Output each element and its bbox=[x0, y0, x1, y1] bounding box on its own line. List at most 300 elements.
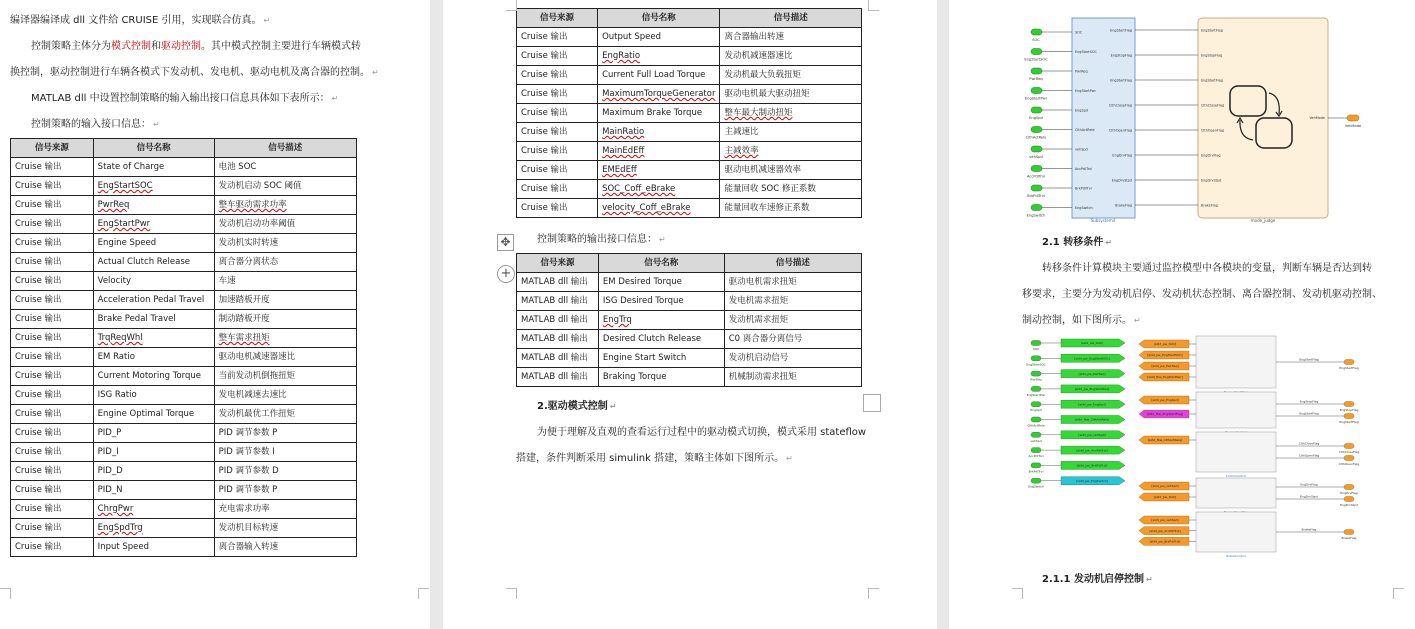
signal-desc-cell[interactable]: 充电需求功率 bbox=[214, 500, 356, 519]
input-port bbox=[1031, 146, 1042, 152]
signal-label: EngStartFlag bbox=[1299, 411, 1319, 416]
output-port-label: VehMode bbox=[1344, 124, 1362, 128]
signal-name-cell[interactable]: Velocity bbox=[93, 272, 214, 291]
signal-name-cell[interactable]: EMEdEff bbox=[598, 161, 720, 180]
subsystem-output-label: EngDrvStpd bbox=[1111, 178, 1132, 183]
signal-desc-cell[interactable]: 发动机减速器速比 bbox=[720, 47, 862, 66]
table-row bbox=[11, 519, 357, 538]
subsystem-label: ClutchControl bbox=[1225, 474, 1247, 478]
input-port bbox=[1031, 49, 1042, 55]
signal-name-cell[interactable]: SOC_Coff_eBrake bbox=[598, 180, 720, 199]
signal-name-cell[interactable]: Engine Optimal Torque bbox=[93, 405, 214, 424]
signal-desc-cell[interactable]: 当前发动机倒拖扭矩 bbox=[214, 367, 356, 386]
signal-desc-cell[interactable]: 整车最大制动扭矩 bbox=[720, 104, 862, 123]
signal-name-cell[interactable]: Engine Speed bbox=[93, 234, 214, 253]
goto-tag-label: [sldd_pw_AccPdlTrvl] bbox=[1076, 448, 1108, 453]
input-port bbox=[1031, 29, 1042, 35]
table-row bbox=[517, 28, 862, 47]
table-row bbox=[11, 234, 357, 253]
signal-name-cell[interactable]: PID_P bbox=[93, 424, 214, 443]
input-port-label: SOC bbox=[1032, 38, 1040, 42]
table-row bbox=[517, 368, 862, 387]
signal-desc-cell[interactable]: 离合器输入转速 bbox=[214, 538, 356, 557]
output-port bbox=[1344, 485, 1354, 490]
signal-source-cell[interactable]: Cruise 输出 bbox=[517, 66, 598, 85]
chart-label: mode_judge bbox=[1250, 218, 1276, 223]
signal-name-cell[interactable]: MainRatio bbox=[598, 123, 720, 142]
paragraph-line: MATLAB dll 中设置控制策略的输入输出接口信息具体如下表所示： ↵ bbox=[31, 93, 339, 104]
output-port-label: EngDrvStpd bbox=[1340, 503, 1358, 507]
signal-name-cell[interactable]: Current Full Load Torque bbox=[598, 66, 720, 85]
paragraph-line: 搭建，条件判断采用 simulink 搭建，策略主体如下图所示。 ↵ bbox=[516, 453, 793, 464]
signal-source-cell[interactable]: Cruise 输出 bbox=[11, 310, 94, 329]
subsystem-input-label: EngStartPwr bbox=[1075, 89, 1096, 93]
table-move-handle-icon[interactable]: ✥ bbox=[497, 234, 514, 251]
output-port bbox=[1344, 402, 1354, 407]
signal-source-cell[interactable]: MATLAB dll 输出 bbox=[517, 368, 599, 387]
output-port-label: ClthOpenFlag bbox=[1338, 462, 1360, 466]
signal-source-cell[interactable]: Cruise 输出 bbox=[517, 142, 598, 161]
goto-tag-label: [sldd_pw_PwrReq] bbox=[1078, 371, 1106, 376]
signal-name-cell[interactable]: ISG Desired Torque bbox=[598, 292, 724, 311]
input-port-label: EngStartPwr bbox=[1024, 96, 1048, 101]
subsystem-input-label: PwrReq bbox=[1075, 69, 1088, 74]
signal-name-cell[interactable]: PwrReq bbox=[93, 196, 214, 215]
signal-name-cell[interactable]: Output Speed bbox=[598, 28, 720, 47]
input-port bbox=[1031, 463, 1041, 468]
signal-source-cell[interactable]: Cruise 输出 bbox=[11, 386, 94, 405]
input-port bbox=[1031, 356, 1041, 361]
table-row bbox=[517, 199, 862, 218]
table-row bbox=[11, 348, 357, 367]
signal-source-cell[interactable]: MATLAB dll 输出 bbox=[517, 311, 599, 330]
input-port bbox=[1031, 417, 1041, 422]
paragraph-line: 制动控制，如下图所示。 ↵ bbox=[1022, 315, 1141, 326]
signal-name-cell[interactable]: PID_I bbox=[93, 443, 214, 462]
input-port-label: PwrReq bbox=[1029, 77, 1043, 81]
signal-source-cell[interactable]: Cruise 输出 bbox=[11, 177, 94, 196]
signal-source-cell[interactable]: Cruise 输出 bbox=[11, 234, 94, 253]
page-corner-mark bbox=[868, 588, 879, 599]
input-port-label: SOC bbox=[1032, 347, 1040, 351]
subsystem-input-label: EngSwitch bbox=[1075, 206, 1093, 210]
output-port bbox=[1344, 497, 1354, 502]
subsystem-output-label: ClthCloseFlag bbox=[1108, 103, 1132, 108]
signal-name-cell[interactable]: Desired Clutch Release bbox=[598, 330, 724, 349]
signal-desc-cell[interactable]: 发动机启动信号 bbox=[724, 349, 861, 368]
input-port-label: BrkPdlTrvl bbox=[1028, 469, 1044, 474]
chart-input-label: EngStopFlag bbox=[1201, 53, 1223, 58]
table-row bbox=[517, 66, 862, 85]
table-row bbox=[11, 253, 357, 272]
table-row bbox=[11, 272, 357, 291]
signal-name-cell[interactable]: EngRatio bbox=[598, 47, 720, 66]
paragraph-line: 控制策略主体分为模式控制和驱动控制。其中模式控制主要进行车辆模式转 bbox=[31, 41, 361, 52]
subsystem-block bbox=[1196, 478, 1276, 508]
paragraph-line: 编译器编译成 dll 文件给 CRUISE 引用，实现联合仿真。 ↵ bbox=[10, 15, 271, 26]
signal-name-cell[interactable]: State of Charge bbox=[93, 158, 214, 177]
subsystem-input-label: ClthActRele bbox=[1075, 128, 1095, 132]
signal-name-cell[interactable]: EM Ratio bbox=[93, 348, 214, 367]
signal-desc-cell[interactable]: 驱动电机需求扭矩 bbox=[724, 273, 861, 292]
from-tag-label: [sldd_pw_PwrReq] bbox=[1151, 364, 1179, 369]
paragraph-line: 转移条件计算模块主要通过监控模型中各模块的变量，判断车辆是否达到转 bbox=[1042, 263, 1372, 274]
input-port bbox=[1031, 127, 1042, 133]
chart-input-label: EngStartFlag bbox=[1201, 28, 1223, 33]
table-row bbox=[11, 291, 357, 310]
output-interface-table bbox=[516, 253, 862, 387]
subsystem-output-label: EngStartFlag bbox=[1110, 78, 1132, 83]
input-port-label: ClthActRele bbox=[1025, 135, 1047, 140]
input-port bbox=[1031, 402, 1041, 407]
output-port bbox=[1344, 530, 1354, 535]
table-row bbox=[11, 158, 357, 177]
signal-desc-cell[interactable]: 发动机实时转速 bbox=[214, 234, 356, 253]
signal-source-cell[interactable]: Cruise 输出 bbox=[11, 500, 94, 519]
signal-source-cell[interactable]: Cruise 输出 bbox=[11, 405, 94, 424]
chart-input-label: EngDrvStpd bbox=[1201, 178, 1222, 183]
input-port bbox=[1031, 88, 1042, 94]
signal-name-cell[interactable]: velocity_Coff_eBrake bbox=[598, 199, 720, 218]
signal-desc-cell[interactable]: 加速踏板开度 bbox=[214, 291, 356, 310]
signal-source-cell[interactable]: Cruise 输出 bbox=[11, 462, 94, 481]
page-corner-mark bbox=[418, 588, 429, 599]
from-tag-label: [sldd_pw_EngSpd] bbox=[1151, 398, 1179, 403]
signal-label: EngDrvFlag bbox=[1300, 482, 1318, 487]
column-header: 信号描述 bbox=[720, 9, 862, 28]
input-port bbox=[1031, 185, 1042, 191]
page-corner-mark bbox=[1012, 588, 1023, 599]
column-header: 信号名称 bbox=[93, 139, 214, 158]
signal-source-cell[interactable]: Cruise 输出 bbox=[517, 104, 598, 123]
output-port-label: EngStartFlag bbox=[1339, 366, 1359, 370]
table-row bbox=[517, 104, 862, 123]
paragraph-line: 换控制，驱动控制进行车辆各模式下发动机、发电机、驱动电机及离合器的控制。 ↵ bbox=[10, 67, 379, 78]
table-row bbox=[517, 85, 862, 104]
signal-label: ClthOpenFlag bbox=[1298, 453, 1320, 458]
signal-desc-cell[interactable]: PID 调节参数 P bbox=[214, 424, 356, 443]
goto-tag-label: [sldd_fbw_ClthActRele] bbox=[1074, 417, 1110, 422]
input-port bbox=[1031, 432, 1041, 437]
input-port-label: AccPdlTrvl bbox=[1028, 454, 1044, 459]
signal-source-cell[interactable]: MATLAB dll 输出 bbox=[517, 349, 599, 368]
output-port-label: BrakeFlag bbox=[1341, 536, 1357, 540]
output-port bbox=[1347, 115, 1359, 121]
input-port bbox=[1031, 166, 1042, 172]
signal-label: BrakeFlag bbox=[1301, 527, 1317, 532]
table-row bbox=[11, 386, 357, 405]
from-tag-label: [sldd_pw_vehSpd] bbox=[1151, 518, 1179, 523]
signal-desc-cell[interactable]: 驱动电机最大驱动扭矩 bbox=[720, 85, 862, 104]
table-row bbox=[11, 481, 357, 500]
signal-source-cell[interactable]: Cruise 输出 bbox=[11, 215, 94, 234]
signal-source-cell[interactable]: Cruise 输出 bbox=[517, 85, 598, 104]
signal-desc-cell[interactable]: PID 调节参数 P bbox=[214, 481, 356, 500]
paragraph-line: 为便于理解及直观的查看运行过程中的驱动模式切换，模式采用 stateflow bbox=[537, 427, 867, 438]
from-tag-label: [sldd_pw_SOC] bbox=[1153, 495, 1177, 500]
input-port-label: EngSpd bbox=[1029, 116, 1043, 120]
paragraph-line: 移要求，主要分为发动机启停、发动机状态控制、离合器控制、发动机驱动控制、 bbox=[1022, 289, 1382, 300]
input-interface-table-continued bbox=[516, 8, 862, 218]
signal-name-cell[interactable]: EM Desired Torque bbox=[598, 273, 724, 292]
subsystem-output-label: EngStartFlag bbox=[1110, 28, 1132, 33]
column-header: 信号来源 bbox=[517, 254, 599, 273]
subsystem-input-label: EngSpd bbox=[1075, 108, 1088, 113]
from-tag-label: [sldd_pw_SOC] bbox=[1153, 342, 1177, 347]
table-row bbox=[517, 349, 862, 368]
signal-name-cell[interactable]: EngTrq bbox=[598, 311, 724, 330]
subsystem-block bbox=[1196, 432, 1276, 472]
output-port bbox=[1344, 360, 1354, 365]
input-port bbox=[1031, 68, 1042, 74]
input-port-label: vehSpd bbox=[1029, 155, 1043, 159]
signal-name-cell[interactable]: Braking Torque bbox=[598, 368, 724, 387]
input-port-label: EngSpd bbox=[1030, 408, 1042, 413]
signal-name-cell[interactable]: Acceleration Pedal Travel bbox=[93, 291, 214, 310]
signal-source-cell[interactable]: Cruise 输出 bbox=[11, 481, 94, 500]
table-row bbox=[11, 405, 357, 424]
signal-desc-cell[interactable]: 发动机需求扭矩 bbox=[724, 311, 861, 330]
chart-input-label: EngStartFlag bbox=[1201, 78, 1223, 83]
signal-name-cell[interactable]: Current Motoring Torque bbox=[93, 367, 214, 386]
signal-source-cell[interactable]: Cruise 输出 bbox=[11, 519, 94, 538]
signal-name-cell[interactable]: MainEdEff bbox=[598, 142, 720, 161]
input-port bbox=[1031, 478, 1041, 483]
signal-desc-cell[interactable]: 制动踏板开度 bbox=[214, 310, 356, 329]
input-port-label: EngStartPwr bbox=[1026, 392, 1046, 397]
input-port-label: AccPdlTrvl bbox=[1026, 174, 1046, 179]
table-row bbox=[517, 330, 862, 349]
signal-source-cell[interactable]: MATLAB dll 输出 bbox=[517, 273, 599, 292]
subsystem-label: Subsystem4 bbox=[1090, 218, 1116, 223]
from-tag-label: [sldd_pw_EngStartSOC] bbox=[1147, 353, 1183, 358]
signal-desc-cell[interactable]: 发动机启动功率阈值 bbox=[214, 215, 356, 234]
subsystem-output-label: BrakeFlag bbox=[1115, 203, 1132, 208]
transition-condition-simulink-diagram bbox=[949, 332, 1415, 572]
signal-name-cell[interactable]: EngSpdTrg bbox=[93, 519, 214, 538]
table-row bbox=[11, 329, 357, 348]
input-port-label: ClthActRele bbox=[1027, 423, 1045, 428]
column-header: 信号来源 bbox=[517, 9, 598, 28]
signal-name-cell[interactable]: EngStartSOC bbox=[93, 177, 214, 196]
signal-name-cell[interactable]: EngStartPwr bbox=[93, 215, 214, 234]
signal-source-cell[interactable]: Cruise 输出 bbox=[517, 28, 598, 47]
mode-control-simulink-diagram bbox=[949, 0, 1415, 225]
goto-tag-label: [sldd_pw_EngStartSOC] bbox=[1074, 356, 1110, 361]
signal-desc-cell[interactable]: 发动机最大负载扭矩 bbox=[720, 66, 862, 85]
input-port-label: EngStartSOC bbox=[1026, 362, 1046, 367]
table-row bbox=[11, 443, 357, 462]
input-port-label: EngStartSOC bbox=[1024, 57, 1048, 62]
section-heading: 2.驱动模式控制 ↵ bbox=[537, 401, 617, 412]
output-port bbox=[1344, 414, 1354, 419]
signal-source-cell[interactable]: Cruise 输出 bbox=[517, 199, 598, 218]
goto-tag-label: [sldd_pw_EngSwitch] bbox=[1076, 478, 1108, 483]
page-corner-mark bbox=[506, 0, 517, 11]
signal-desc-cell[interactable]: 离合器输出转速 bbox=[720, 28, 862, 47]
table-row bbox=[517, 161, 862, 180]
signal-desc-cell[interactable]: 电池 SOC bbox=[214, 158, 356, 177]
signal-source-cell[interactable]: Cruise 输出 bbox=[11, 424, 94, 443]
signal-source-cell[interactable]: Cruise 输出 bbox=[11, 538, 94, 557]
signal-source-cell[interactable]: MATLAB dll 输出 bbox=[517, 330, 599, 349]
signal-desc-cell[interactable]: PID 调节参数 D bbox=[214, 462, 356, 481]
subsystem-output-label: ClthOpenFlag bbox=[1109, 128, 1132, 133]
section-heading: 2.1 转移条件 ↵ bbox=[1042, 237, 1112, 248]
signal-desc-cell[interactable]: 驱动电机减速器效率 bbox=[720, 161, 862, 180]
table-row bbox=[11, 500, 357, 519]
output-port bbox=[1344, 456, 1354, 461]
input-port bbox=[1031, 371, 1041, 376]
input-interface-table bbox=[10, 138, 357, 557]
signal-source-cell[interactable]: Cruise 输出 bbox=[11, 196, 94, 215]
subsystem-output-label: EngDrvFlag bbox=[1112, 153, 1132, 158]
signal-desc-cell[interactable]: 机械制动需求扭矩 bbox=[724, 368, 861, 387]
subsystem-input-label: vehSpd bbox=[1075, 147, 1088, 152]
signal-desc-cell[interactable]: 发电机需求扭矩 bbox=[724, 292, 861, 311]
signal-source-cell[interactable]: Cruise 输出 bbox=[517, 47, 598, 66]
input-port bbox=[1031, 107, 1042, 113]
signal-source-cell[interactable]: Cruise 输出 bbox=[517, 180, 598, 199]
signal-desc-cell[interactable]: 主减效率 bbox=[720, 142, 862, 161]
input-port bbox=[1031, 205, 1042, 211]
output-port-label: EngStartFlag bbox=[1339, 420, 1359, 424]
signal-label: EngDrvStpd bbox=[1300, 494, 1318, 499]
output-port-label: ClthCloseFlag bbox=[1338, 450, 1360, 454]
table-row bbox=[517, 273, 862, 292]
signal-name-cell[interactable]: Input Speed bbox=[93, 538, 214, 557]
signal-desc-cell[interactable]: C0 离合器分离信号 bbox=[724, 330, 861, 349]
signal-name-cell[interactable]: Engine Start Switch bbox=[598, 349, 724, 368]
signal-desc-cell[interactable]: 车速 bbox=[214, 272, 356, 291]
table-resize-handle[interactable] bbox=[863, 394, 881, 412]
signal-source-cell[interactable]: Cruise 输出 bbox=[11, 253, 94, 272]
signal-source-cell[interactable]: Cruise 输出 bbox=[11, 329, 94, 348]
subsystem-output-label: EngStopFlag bbox=[1110, 53, 1132, 58]
from-tag-label: [sldd_pw_AccPdlTrvl] bbox=[1149, 528, 1181, 533]
signal-source-cell[interactable]: Cruise 输出 bbox=[11, 348, 94, 367]
chart-input-label: BrakeFlag bbox=[1201, 203, 1218, 208]
goto-tag-label: [sldd_pw_SOC] bbox=[1080, 341, 1104, 346]
table-row bbox=[517, 123, 862, 142]
subsystem-block bbox=[1196, 392, 1276, 428]
signal-source-cell[interactable]: Cruise 输出 bbox=[11, 291, 94, 310]
signal-name-cell[interactable]: PID_N bbox=[93, 481, 214, 500]
subsystem-input-label: EngStartSOC bbox=[1075, 50, 1097, 54]
chart-output-label: VehMode bbox=[1309, 116, 1325, 120]
signal-source-cell[interactable]: MATLAB dll 输出 bbox=[517, 292, 599, 311]
signal-desc-cell[interactable]: 发动机启动 SOC 阈值 bbox=[214, 177, 356, 196]
column-header: 信号来源 bbox=[11, 139, 94, 158]
column-header: 信号名称 bbox=[598, 254, 724, 273]
column-header: 信号描述 bbox=[724, 254, 861, 273]
signal-source-cell[interactable]: Cruise 输出 bbox=[517, 123, 598, 142]
signal-desc-cell[interactable]: 能量回收 SOC 修正系数 bbox=[720, 180, 862, 199]
table-row bbox=[517, 292, 862, 311]
subsystem-block bbox=[1196, 512, 1276, 552]
subsystem-block bbox=[1196, 336, 1276, 388]
signal-name-cell[interactable]: MaximumTorqueGenerator bbox=[598, 85, 720, 104]
from-tag-label: [sldd_pw_BrkPdlTrvl] bbox=[1149, 539, 1181, 544]
table-row bbox=[11, 367, 357, 386]
page-corner-mark bbox=[868, 0, 879, 11]
signal-desc-cell[interactable]: 发动机最优工作扭矩 bbox=[214, 405, 356, 424]
from-tag-label: [sldd_fbw_EngStartFlag] bbox=[1146, 412, 1184, 417]
output-port-label: EngStopFlag bbox=[1339, 408, 1359, 412]
table-row bbox=[11, 424, 357, 443]
input-port-label: EngSwitch bbox=[1026, 213, 1046, 218]
document-page-2 bbox=[443, 0, 937, 629]
input-port-label: vehSpd bbox=[1030, 438, 1042, 443]
goto-tag-label: [sldd_pw_EngSpd] bbox=[1078, 402, 1106, 407]
signal-label: ClthCloseFlag bbox=[1298, 441, 1320, 446]
signal-label: EngStartFlag bbox=[1299, 357, 1319, 362]
table-row bbox=[11, 177, 357, 196]
table-row bbox=[11, 310, 357, 329]
chart-input-label: ClthCloseFlag bbox=[1201, 103, 1225, 108]
signal-name-cell[interactable]: Maximum Brake Torque bbox=[598, 104, 720, 123]
table-row bbox=[517, 180, 862, 199]
goto-tag-label: [sldd_pw_BrkPdlTrvl] bbox=[1076, 463, 1108, 468]
signal-source-cell[interactable]: Cruise 输出 bbox=[11, 158, 94, 177]
table-row bbox=[517, 142, 862, 161]
signal-desc-cell[interactable]: 整车驱动需求功率 bbox=[214, 196, 356, 215]
table-row bbox=[11, 462, 357, 481]
signal-name-cell[interactable]: ISG Ratio bbox=[93, 386, 214, 405]
input-port bbox=[1031, 386, 1041, 391]
input-port-label: PwrReq bbox=[1030, 377, 1042, 382]
page-corner-mark bbox=[0, 588, 11, 599]
from-tag-label: [sldd_fbw_EngStartPwr] bbox=[1147, 375, 1183, 380]
table-row bbox=[517, 311, 862, 330]
signal-desc-cell[interactable]: 发动机目标转速 bbox=[214, 519, 356, 538]
signal-desc-cell[interactable]: 离合器分离状态 bbox=[214, 253, 356, 272]
subsystem-label: BrakeControl bbox=[1226, 554, 1246, 558]
from-tag-label: [sldd_pw_vehSpd] bbox=[1151, 484, 1179, 489]
goto-tag-label: [sldd_pw_vehSpd] bbox=[1078, 433, 1106, 437]
subsystem-input-label: BrkPdlTrvl bbox=[1075, 186, 1092, 191]
signal-name-cell[interactable]: Actual Clutch Release bbox=[93, 253, 214, 272]
output-port-label: EngDrvFlag bbox=[1340, 491, 1358, 495]
section-heading: 2.1.1 发动机启停控制 ↵ bbox=[1042, 574, 1153, 585]
signal-source-cell[interactable]: Cruise 输出 bbox=[11, 272, 94, 291]
column-header: 信号描述 bbox=[214, 139, 356, 158]
add-row-icon[interactable]: + bbox=[497, 265, 515, 283]
signal-desc-cell[interactable]: 能量回收车速修正系数 bbox=[720, 199, 862, 218]
table-row bbox=[11, 196, 357, 215]
signal-desc-cell[interactable]: 整车需求扭矩 bbox=[214, 329, 356, 348]
signal-desc-cell[interactable]: 发电机减速去速比 bbox=[214, 386, 356, 405]
signal-desc-cell[interactable]: 主减速比 bbox=[720, 123, 862, 142]
page-corner-mark bbox=[1393, 588, 1404, 599]
signal-name-cell[interactable]: Brake Pedal Travel bbox=[93, 310, 214, 329]
signal-source-cell[interactable]: Cruise 输出 bbox=[517, 161, 598, 180]
signal-source-cell[interactable]: Cruise 输出 bbox=[11, 443, 94, 462]
table-row bbox=[11, 538, 357, 557]
signal-name-cell[interactable]: TrqReqWhl bbox=[93, 329, 214, 348]
chart-input-label: ClthOpenFlag bbox=[1201, 128, 1224, 133]
signal-label: EngStopFlag bbox=[1299, 399, 1319, 404]
output-port bbox=[1344, 444, 1354, 449]
signal-name-cell[interactable]: ChrgPwr bbox=[93, 500, 214, 519]
document-page-3 bbox=[949, 0, 1415, 629]
signal-name-cell[interactable]: PID_D bbox=[93, 462, 214, 481]
subsystem-input-label: SOC bbox=[1075, 30, 1083, 35]
signal-source-cell[interactable]: Cruise 输出 bbox=[11, 367, 94, 386]
signal-desc-cell[interactable]: 驱动电机减速器速比 bbox=[214, 348, 356, 367]
input-port-label: BrkPdlTrvl bbox=[1027, 194, 1045, 198]
signal-desc-cell[interactable]: PID 调节参数 I bbox=[214, 443, 356, 462]
